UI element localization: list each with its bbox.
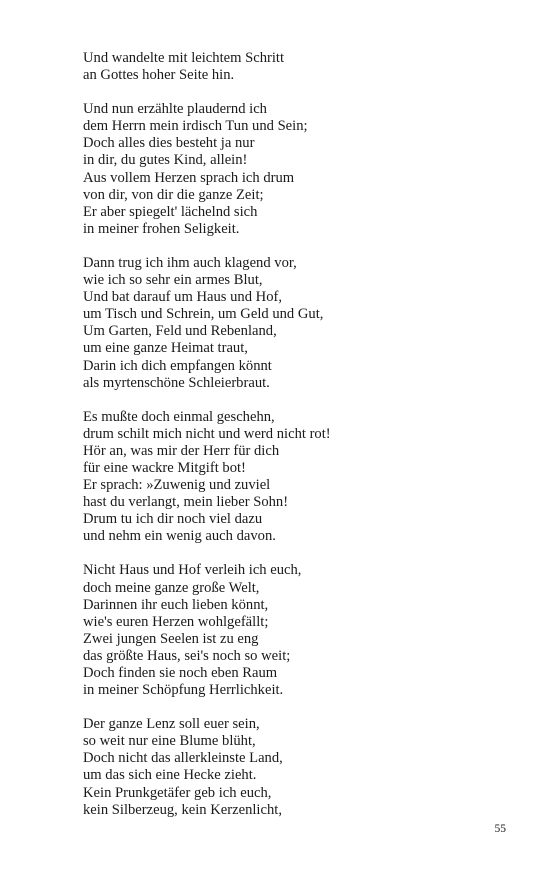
poem-line: Aus vollem Herzen sprach ich drum xyxy=(83,169,295,186)
poem-line: Er aber spiegelt' lächelnd sich xyxy=(83,203,258,220)
poem-line: hast du verlangt, mein lieber Sohn! xyxy=(83,494,289,511)
poem-line: in meiner Schöpfung Herrlichkeit. xyxy=(83,682,284,699)
poem-line: von dir, von dir die ganze Zeit; xyxy=(83,186,264,203)
poem-line: drum schilt mich nicht und werd nicht rot! xyxy=(83,425,331,442)
poem-line: für eine wackre Mitgift bot! xyxy=(83,459,246,476)
poem-line: in meiner frohen Seligkeit. xyxy=(83,220,240,237)
poem-line: so weit nur eine Blume blüht, xyxy=(83,733,256,750)
poem-line: kein Silberzeug, kein Kerzenlicht, xyxy=(83,801,282,818)
poem-line: Er sprach: »Zuwenig und zuviel xyxy=(83,477,271,494)
poem-line: und nehm ein wenig auch davon. xyxy=(83,528,276,545)
poem-line: Darin ich dich empfangen könnt xyxy=(83,357,272,374)
poem-line: an Gottes hoher Seite hin. xyxy=(83,67,235,84)
poem-line: Darinnen ihr euch lieben könnt, xyxy=(83,596,269,613)
poem-line: als myrtenschöne Schleierbraut. xyxy=(83,374,270,391)
poem-text xyxy=(83,50,523,836)
poem-line: Und wandelte mit leichtem Schritt xyxy=(83,50,285,66)
poem-line: dem Herrn mein irdisch Tun und Sein; xyxy=(83,118,308,135)
poem-line: Doch nicht das allerkleinste Land, xyxy=(83,750,283,767)
poem-line: Dann trug ich ihm auch klagend vor, xyxy=(83,254,297,271)
poem-line: um das sich eine Hecke zieht. xyxy=(83,767,257,784)
poem-line: Zwei jungen Seelen ist zu eng xyxy=(83,630,259,647)
poem-line: doch meine ganze große Welt, xyxy=(83,579,260,596)
poem-line: Doch alles dies besteht ja nur xyxy=(83,135,255,152)
stanza-4 xyxy=(83,409,523,546)
poem-line: wie ich so sehr ein armes Blut, xyxy=(83,272,263,289)
poem-line: Hör an, was mir der Herr für dich xyxy=(83,442,280,459)
stanza-3 xyxy=(83,255,523,392)
stanza-2 xyxy=(83,101,523,238)
poem-line: wie's euren Herzen wohlgefällt; xyxy=(83,613,269,630)
poem-line: Kein Prunkgetäfer geb ich euch, xyxy=(83,784,272,801)
poem-line: Und nun erzählte plaudernd ich xyxy=(83,101,267,118)
poem-line: Es mußte doch einmal geschehn, xyxy=(83,408,275,425)
poem-line: Doch finden sie noch eben Raum xyxy=(83,665,278,681)
poem-line: um Tisch und Schrein, um Geld und Gut, xyxy=(83,306,324,323)
stanza-1 xyxy=(83,50,523,84)
page-number: 55 xyxy=(494,823,506,835)
poem-line: Drum tu ich dir noch viel dazu xyxy=(83,511,263,528)
poem-line: Um Garten, Feld und Rebenland, xyxy=(83,323,277,340)
poem-line: in dir, du gutes Kind, allein! xyxy=(83,152,248,169)
stanza-6 xyxy=(83,716,523,819)
stanza-5 xyxy=(83,562,523,699)
poem-line: Der ganze Lenz soll euer sein, xyxy=(83,716,260,733)
poem-line: das größte Haus, sei's noch so weit; xyxy=(83,647,291,664)
poem-line: Und bat darauf um Haus und Hof, xyxy=(83,289,282,306)
poem-line: um eine ganze Heimat traut, xyxy=(83,340,248,357)
poem-line: Nicht Haus und Hof verleih ich euch, xyxy=(83,562,302,579)
